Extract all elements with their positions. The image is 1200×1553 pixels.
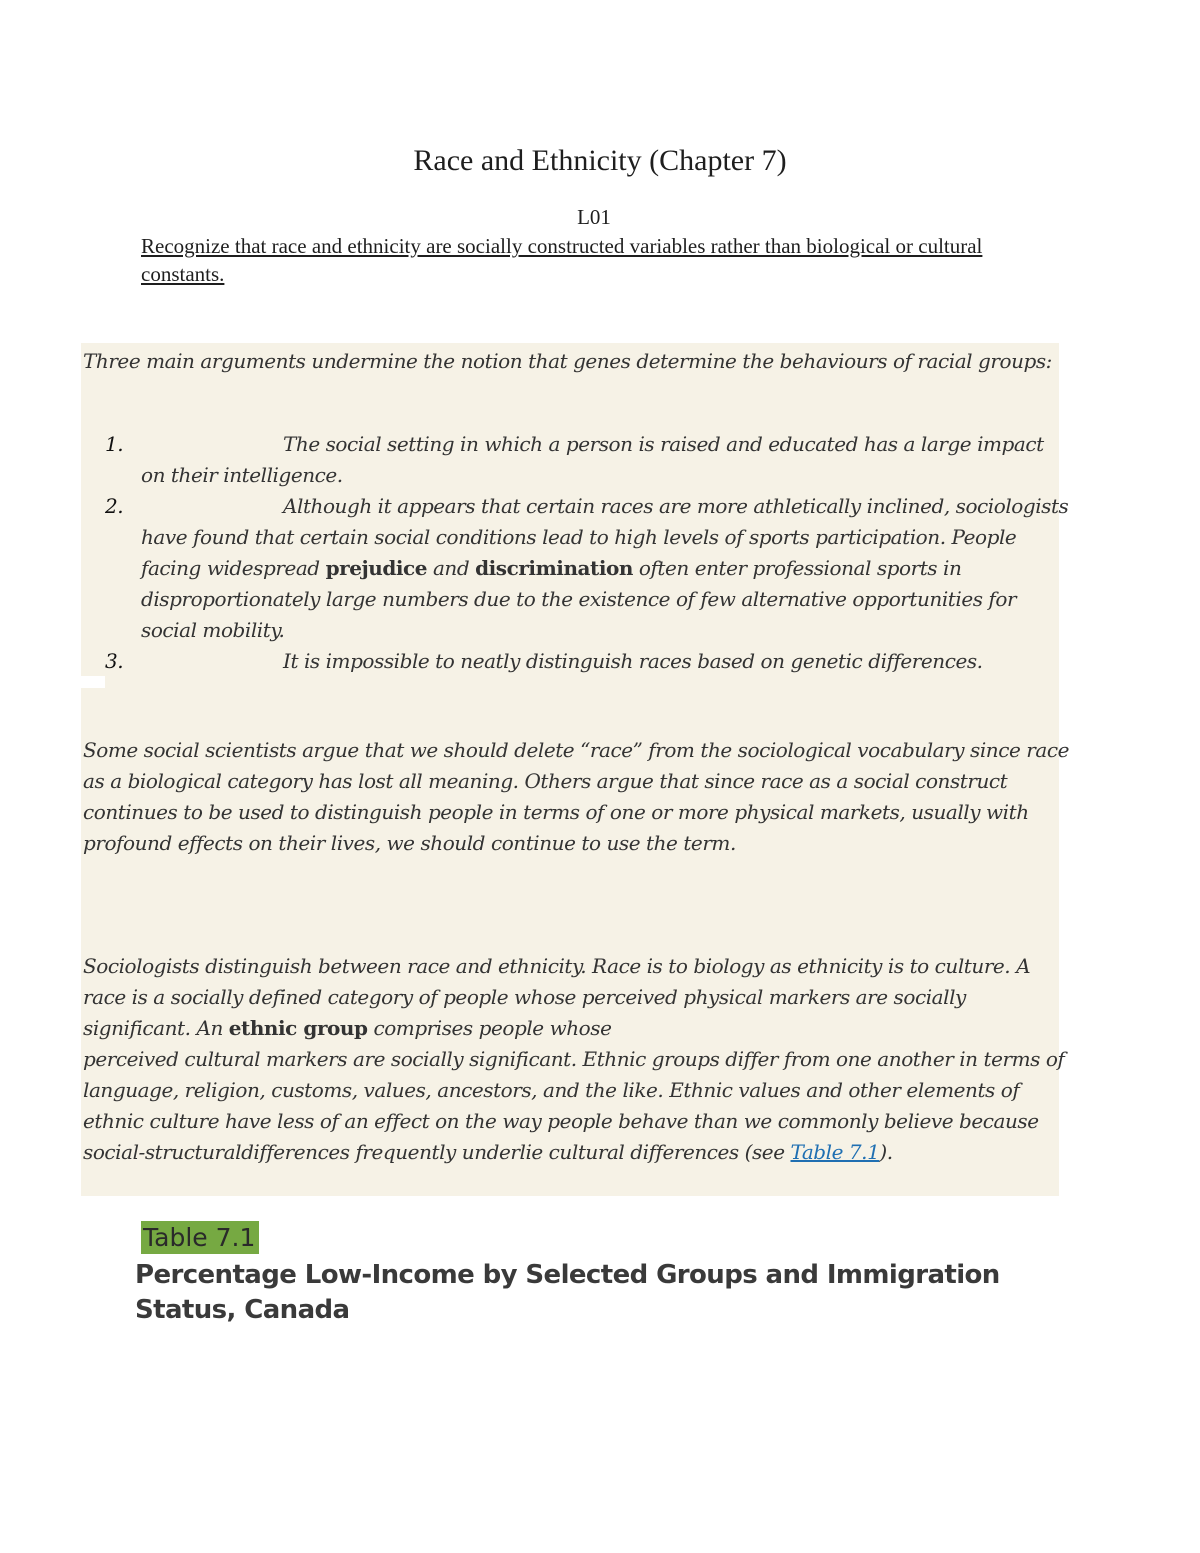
paragraph-text: Sociologists distinguish between race and ethnicity. Race is to biology as ethnicity is to culture. A race is a socially defined category of people whose perceived physical markers are socially significant. An [83, 954, 1031, 1040]
list-item [81, 491, 1071, 646]
table-title: Percentage Low-Income by Selected Groups and Immigration Status, Canada [135, 1260, 1000, 1325]
table-label: Table 7.1 [141, 1221, 259, 1254]
list-item-text: and [427, 556, 476, 580]
table-7-1-link[interactable]: Table 7.1 [790, 1140, 880, 1164]
arguments-list [81, 429, 1071, 677]
list-item-number: 2. [105, 494, 124, 518]
paragraph-text: comprises people whose [367, 1016, 612, 1040]
race-ethnicity-paragraph [83, 951, 1073, 1168]
race-terminology-paragraph: Some social scientists argue that we should delete “race” from the sociological vocabulary since race as a biological category has lost all meaning. Others argue that since race as a social construct continues to be used to distinguish people in terms of one or more physical markets, usually with profound effects on their lives, we should continue to use the term. [83, 738, 1069, 855]
list-item-text: Although it appears that certain races are more athletically inclined, sociologists have found that certain social conditions lead to high levels of sports participation. People facing widespread [141, 494, 1069, 580]
page-title: Race and Ethnicity (Chapter 7) [413, 144, 787, 177]
list-item-text: The social setting in which a person is raised and educated has a large impact on their intelligence. [141, 432, 1044, 487]
highlight-gap [81, 676, 105, 688]
list-item-text: It is impossible to neatly distinguish races based on genetic differences. [283, 649, 983, 673]
highlighted-content-block [81, 343, 1069, 1196]
intro-paragraph: Three main arguments undermine the notion that genes determine the behaviours of racial groups: [83, 349, 1052, 373]
key-term-prejudice: prejudice [325, 556, 428, 580]
list-item-text: often enter professional sports in disproportionately large numbers due to the existence of few alternative opportunities for social mobility. [141, 556, 1017, 642]
key-term-ethnic-group: ethnic group [228, 1016, 368, 1040]
learning-objective-code: L01 [577, 205, 611, 229]
list-item [81, 646, 1071, 677]
list-item-number: 3. [105, 649, 124, 673]
list-item-number: 1. [105, 432, 124, 456]
learning-objective-text: Recognize that race and ethnicity are socially constructed variables rather than biological or cultural constants. [141, 234, 983, 286]
paragraph-text: perceived cultural markers are socially significant. Ethnic groups differ from one another in terms of language, religion, customs, values, ancestors, and the like. Ethnic values and other elements of ethnic culture have less of an effect on the way people behave than we commonly believe because social-structuraldifferences frequently underlie cultural differences (see [83, 1047, 1065, 1164]
paragraph-text: ). [879, 1140, 893, 1164]
key-term-discrimination: discrimination [475, 556, 633, 580]
list-item [81, 429, 1071, 491]
